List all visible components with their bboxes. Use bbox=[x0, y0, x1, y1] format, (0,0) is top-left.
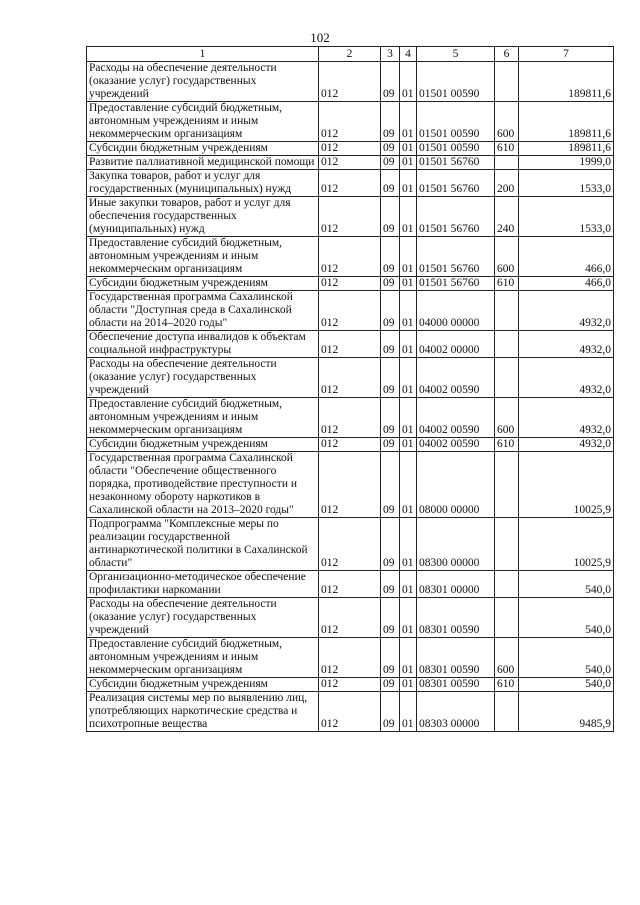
target-article-code: 08000 00000 bbox=[417, 452, 495, 518]
target-article-code: 01501 00590 bbox=[417, 102, 495, 142]
expense-type-code bbox=[495, 331, 519, 358]
expense-type-code: 610 bbox=[495, 142, 519, 156]
expense-name: Обеспечение доступа инвалидов к объектам социальной инфраструктуры bbox=[87, 331, 319, 358]
expense-type-code: 610 bbox=[495, 678, 519, 692]
expense-name: Закупка товаров, работ и услуг для государственных (муниципальных) нужд bbox=[87, 170, 319, 197]
subsection-code: 01 bbox=[400, 142, 417, 156]
ministry-code: 012 bbox=[319, 638, 381, 678]
section-code: 09 bbox=[381, 197, 400, 237]
amount: 4932,0 bbox=[519, 358, 614, 398]
ministry-code: 012 bbox=[319, 598, 381, 638]
subsection-code: 01 bbox=[400, 638, 417, 678]
target-article-code: 04002 00000 bbox=[417, 331, 495, 358]
budget-table bbox=[86, 46, 614, 732]
amount: 4932,0 bbox=[519, 398, 614, 438]
header-col-7: 7 bbox=[519, 47, 614, 62]
expense-name: Подпрограмма "Комплексные меры по реализации государственной антинаркотической политики в Сахалинской области" bbox=[87, 518, 319, 571]
subsection-code: 01 bbox=[400, 692, 417, 732]
amount: 1533,0 bbox=[519, 170, 614, 197]
subsection-code: 01 bbox=[400, 277, 417, 291]
target-article-code: 08300 00000 bbox=[417, 518, 495, 571]
expense-type-code bbox=[495, 62, 519, 102]
table-body bbox=[87, 62, 614, 732]
subsection-code: 01 bbox=[400, 571, 417, 598]
table-row bbox=[87, 237, 614, 277]
target-article-code: 01501 56760 bbox=[417, 156, 495, 170]
expense-type-code: 600 bbox=[495, 638, 519, 678]
header-col-5: 5 bbox=[417, 47, 495, 62]
expense-type-code bbox=[495, 598, 519, 638]
expense-type-code bbox=[495, 156, 519, 170]
ministry-code: 012 bbox=[319, 398, 381, 438]
table-row bbox=[87, 438, 614, 452]
amount: 4932,0 bbox=[519, 331, 614, 358]
header-col-6: 6 bbox=[495, 47, 519, 62]
section-code: 09 bbox=[381, 277, 400, 291]
ministry-code: 012 bbox=[319, 277, 381, 291]
amount: 10025,9 bbox=[519, 452, 614, 518]
target-article-code: 01501 56760 bbox=[417, 237, 495, 277]
section-code: 09 bbox=[381, 142, 400, 156]
amount: 1533,0 bbox=[519, 197, 614, 237]
subsection-code: 01 bbox=[400, 156, 417, 170]
table-row bbox=[87, 692, 614, 732]
table-row bbox=[87, 156, 614, 170]
subsection-code: 01 bbox=[400, 170, 417, 197]
amount: 540,0 bbox=[519, 598, 614, 638]
amount: 189811,6 bbox=[519, 62, 614, 102]
table-row bbox=[87, 102, 614, 142]
header-row bbox=[87, 47, 614, 62]
table-row bbox=[87, 291, 614, 331]
amount: 1999,0 bbox=[519, 156, 614, 170]
section-code: 09 bbox=[381, 62, 400, 102]
subsection-code: 01 bbox=[400, 438, 417, 452]
amount: 4932,0 bbox=[519, 291, 614, 331]
target-article-code: 08301 00000 bbox=[417, 571, 495, 598]
expense-type-code bbox=[495, 692, 519, 732]
expense-name: Субсидии бюджетным учреждениям bbox=[87, 142, 319, 156]
subsection-code: 01 bbox=[400, 398, 417, 438]
expense-name: Развитие паллиативной медицинской помощи bbox=[87, 156, 319, 170]
expense-type-code bbox=[495, 291, 519, 331]
table-row bbox=[87, 518, 614, 571]
table-row bbox=[87, 571, 614, 598]
section-code: 09 bbox=[381, 678, 400, 692]
target-article-code: 01501 56760 bbox=[417, 170, 495, 197]
expense-name: Государственная программа Сахалинской области "Доступная среда в Сахалинской области на 2014–2020 годы" bbox=[87, 291, 319, 331]
section-code: 09 bbox=[381, 102, 400, 142]
amount: 466,0 bbox=[519, 237, 614, 277]
ministry-code: 012 bbox=[319, 237, 381, 277]
expense-type-code bbox=[495, 571, 519, 598]
target-article-code: 08301 00590 bbox=[417, 638, 495, 678]
target-article-code: 04002 00590 bbox=[417, 398, 495, 438]
amount: 4932,0 bbox=[519, 438, 614, 452]
amount: 9485,9 bbox=[519, 692, 614, 732]
table-row bbox=[87, 638, 614, 678]
section-code: 09 bbox=[381, 518, 400, 571]
expense-name: Субсидии бюджетным учреждениям bbox=[87, 678, 319, 692]
target-article-code: 01501 00590 bbox=[417, 142, 495, 156]
expense-name: Организационно-методическое обеспечение профилактики наркомании bbox=[87, 571, 319, 598]
ministry-code: 012 bbox=[319, 62, 381, 102]
expense-type-code: 240 bbox=[495, 197, 519, 237]
section-code: 09 bbox=[381, 598, 400, 638]
target-article-code: 04002 00590 bbox=[417, 358, 495, 398]
header-col-4: 4 bbox=[400, 47, 417, 62]
section-code: 09 bbox=[381, 156, 400, 170]
section-code: 09 bbox=[381, 452, 400, 518]
target-article-code: 01501 00590 bbox=[417, 62, 495, 102]
expense-type-code: 600 bbox=[495, 398, 519, 438]
table-row bbox=[87, 170, 614, 197]
amount: 189811,6 bbox=[519, 142, 614, 156]
subsection-code: 01 bbox=[400, 452, 417, 518]
subsection-code: 01 bbox=[400, 291, 417, 331]
expense-name: Субсидии бюджетным учреждениям bbox=[87, 277, 319, 291]
expense-name: Государственная программа Сахалинской области "Обеспечение общественного порядка, противодействие преступности и незаконному обороту наркотиков в Сахалинской области на 2013–2020 годы" bbox=[87, 452, 319, 518]
expense-name: Предоставление субсидий бюджетным, автономным учреждениям и иным некоммерческим организациям bbox=[87, 237, 319, 277]
target-article-code: 04000 00000 bbox=[417, 291, 495, 331]
ministry-code: 012 bbox=[319, 358, 381, 398]
subsection-code: 01 bbox=[400, 358, 417, 398]
expense-name: Расходы на обеспечение деятельности (оказание услуг) государственных учреждений bbox=[87, 62, 319, 102]
header-col-2: 2 bbox=[319, 47, 381, 62]
table-row bbox=[87, 678, 614, 692]
section-code: 09 bbox=[381, 331, 400, 358]
expense-name: Предоставление субсидий бюджетным, автономным учреждениям и иным некоммерческим организациям bbox=[87, 638, 319, 678]
section-code: 09 bbox=[381, 170, 400, 197]
section-code: 09 bbox=[381, 291, 400, 331]
subsection-code: 01 bbox=[400, 197, 417, 237]
subsection-code: 01 bbox=[400, 237, 417, 277]
ministry-code: 012 bbox=[319, 692, 381, 732]
section-code: 09 bbox=[381, 438, 400, 452]
expense-name: Расходы на обеспечение деятельности (оказание услуг) государственных учреждений bbox=[87, 358, 319, 398]
table-row bbox=[87, 62, 614, 102]
table-row bbox=[87, 197, 614, 237]
expense-name: Иные закупки товаров, работ и услуг для обеспечения государственных (муниципальных) нужд bbox=[87, 197, 319, 237]
ministry-code: 012 bbox=[319, 452, 381, 518]
ministry-code: 012 bbox=[319, 102, 381, 142]
ministry-code: 012 bbox=[319, 142, 381, 156]
target-article-code: 01501 56760 bbox=[417, 197, 495, 237]
ministry-code: 012 bbox=[319, 678, 381, 692]
page-number: 102 bbox=[310, 30, 330, 45]
expense-name: Реализация системы мер по выявлению лиц, употребляющих наркотические средства и психотропные вещества bbox=[87, 692, 319, 732]
target-article-code: 08301 00590 bbox=[417, 598, 495, 638]
amount: 540,0 bbox=[519, 638, 614, 678]
section-code: 09 bbox=[381, 692, 400, 732]
subsection-code: 01 bbox=[400, 62, 417, 102]
target-article-code: 08303 00000 bbox=[417, 692, 495, 732]
section-code: 09 bbox=[381, 398, 400, 438]
header-col-3: 3 bbox=[381, 47, 400, 62]
table-row bbox=[87, 598, 614, 638]
expense-type-code: 610 bbox=[495, 277, 519, 291]
amount: 540,0 bbox=[519, 571, 614, 598]
ministry-code: 012 bbox=[319, 438, 381, 452]
expense-name: Субсидии бюджетным учреждениям bbox=[87, 438, 319, 452]
subsection-code: 01 bbox=[400, 102, 417, 142]
expense-name: Предоставление субсидий бюджетным, автономным учреждениям и иным некоммерческим организациям bbox=[87, 398, 319, 438]
amount: 466,0 bbox=[519, 277, 614, 291]
subsection-code: 01 bbox=[400, 678, 417, 692]
table-row bbox=[87, 142, 614, 156]
ministry-code: 012 bbox=[319, 170, 381, 197]
expense-name: Расходы на обеспечение деятельности (оказание услуг) государственных учреждений bbox=[87, 598, 319, 638]
section-code: 09 bbox=[381, 237, 400, 277]
target-article-code: 01501 56760 bbox=[417, 277, 495, 291]
expense-type-code: 610 bbox=[495, 438, 519, 452]
subsection-code: 01 bbox=[400, 331, 417, 358]
subsection-code: 01 bbox=[400, 598, 417, 638]
section-code: 09 bbox=[381, 358, 400, 398]
amount: 540,0 bbox=[519, 678, 614, 692]
section-code: 09 bbox=[381, 638, 400, 678]
target-article-code: 04002 00590 bbox=[417, 438, 495, 452]
header-col-1: 1 bbox=[87, 47, 319, 62]
subsection-code: 01 bbox=[400, 518, 417, 571]
expense-type-code: 600 bbox=[495, 237, 519, 277]
ministry-code: 012 bbox=[319, 571, 381, 598]
table-row bbox=[87, 452, 614, 518]
expense-type-code bbox=[495, 358, 519, 398]
ministry-code: 012 bbox=[319, 197, 381, 237]
target-article-code: 08301 00590 bbox=[417, 678, 495, 692]
table-row bbox=[87, 331, 614, 358]
expense-type-code: 200 bbox=[495, 170, 519, 197]
ministry-code: 012 bbox=[319, 331, 381, 358]
table-row bbox=[87, 398, 614, 438]
amount: 10025,9 bbox=[519, 518, 614, 571]
expense-type-code: 600 bbox=[495, 102, 519, 142]
table-row bbox=[87, 358, 614, 398]
section-code: 09 bbox=[381, 571, 400, 598]
table-row bbox=[87, 277, 614, 291]
ministry-code: 012 bbox=[319, 291, 381, 331]
ministry-code: 012 bbox=[319, 156, 381, 170]
ministry-code: 012 bbox=[319, 518, 381, 571]
amount: 189811,6 bbox=[519, 102, 614, 142]
expense-type-code bbox=[495, 452, 519, 518]
expense-name: Предоставление субсидий бюджетным, автономным учреждениям и иным некоммерческим организациям bbox=[87, 102, 319, 142]
expense-type-code bbox=[495, 518, 519, 571]
